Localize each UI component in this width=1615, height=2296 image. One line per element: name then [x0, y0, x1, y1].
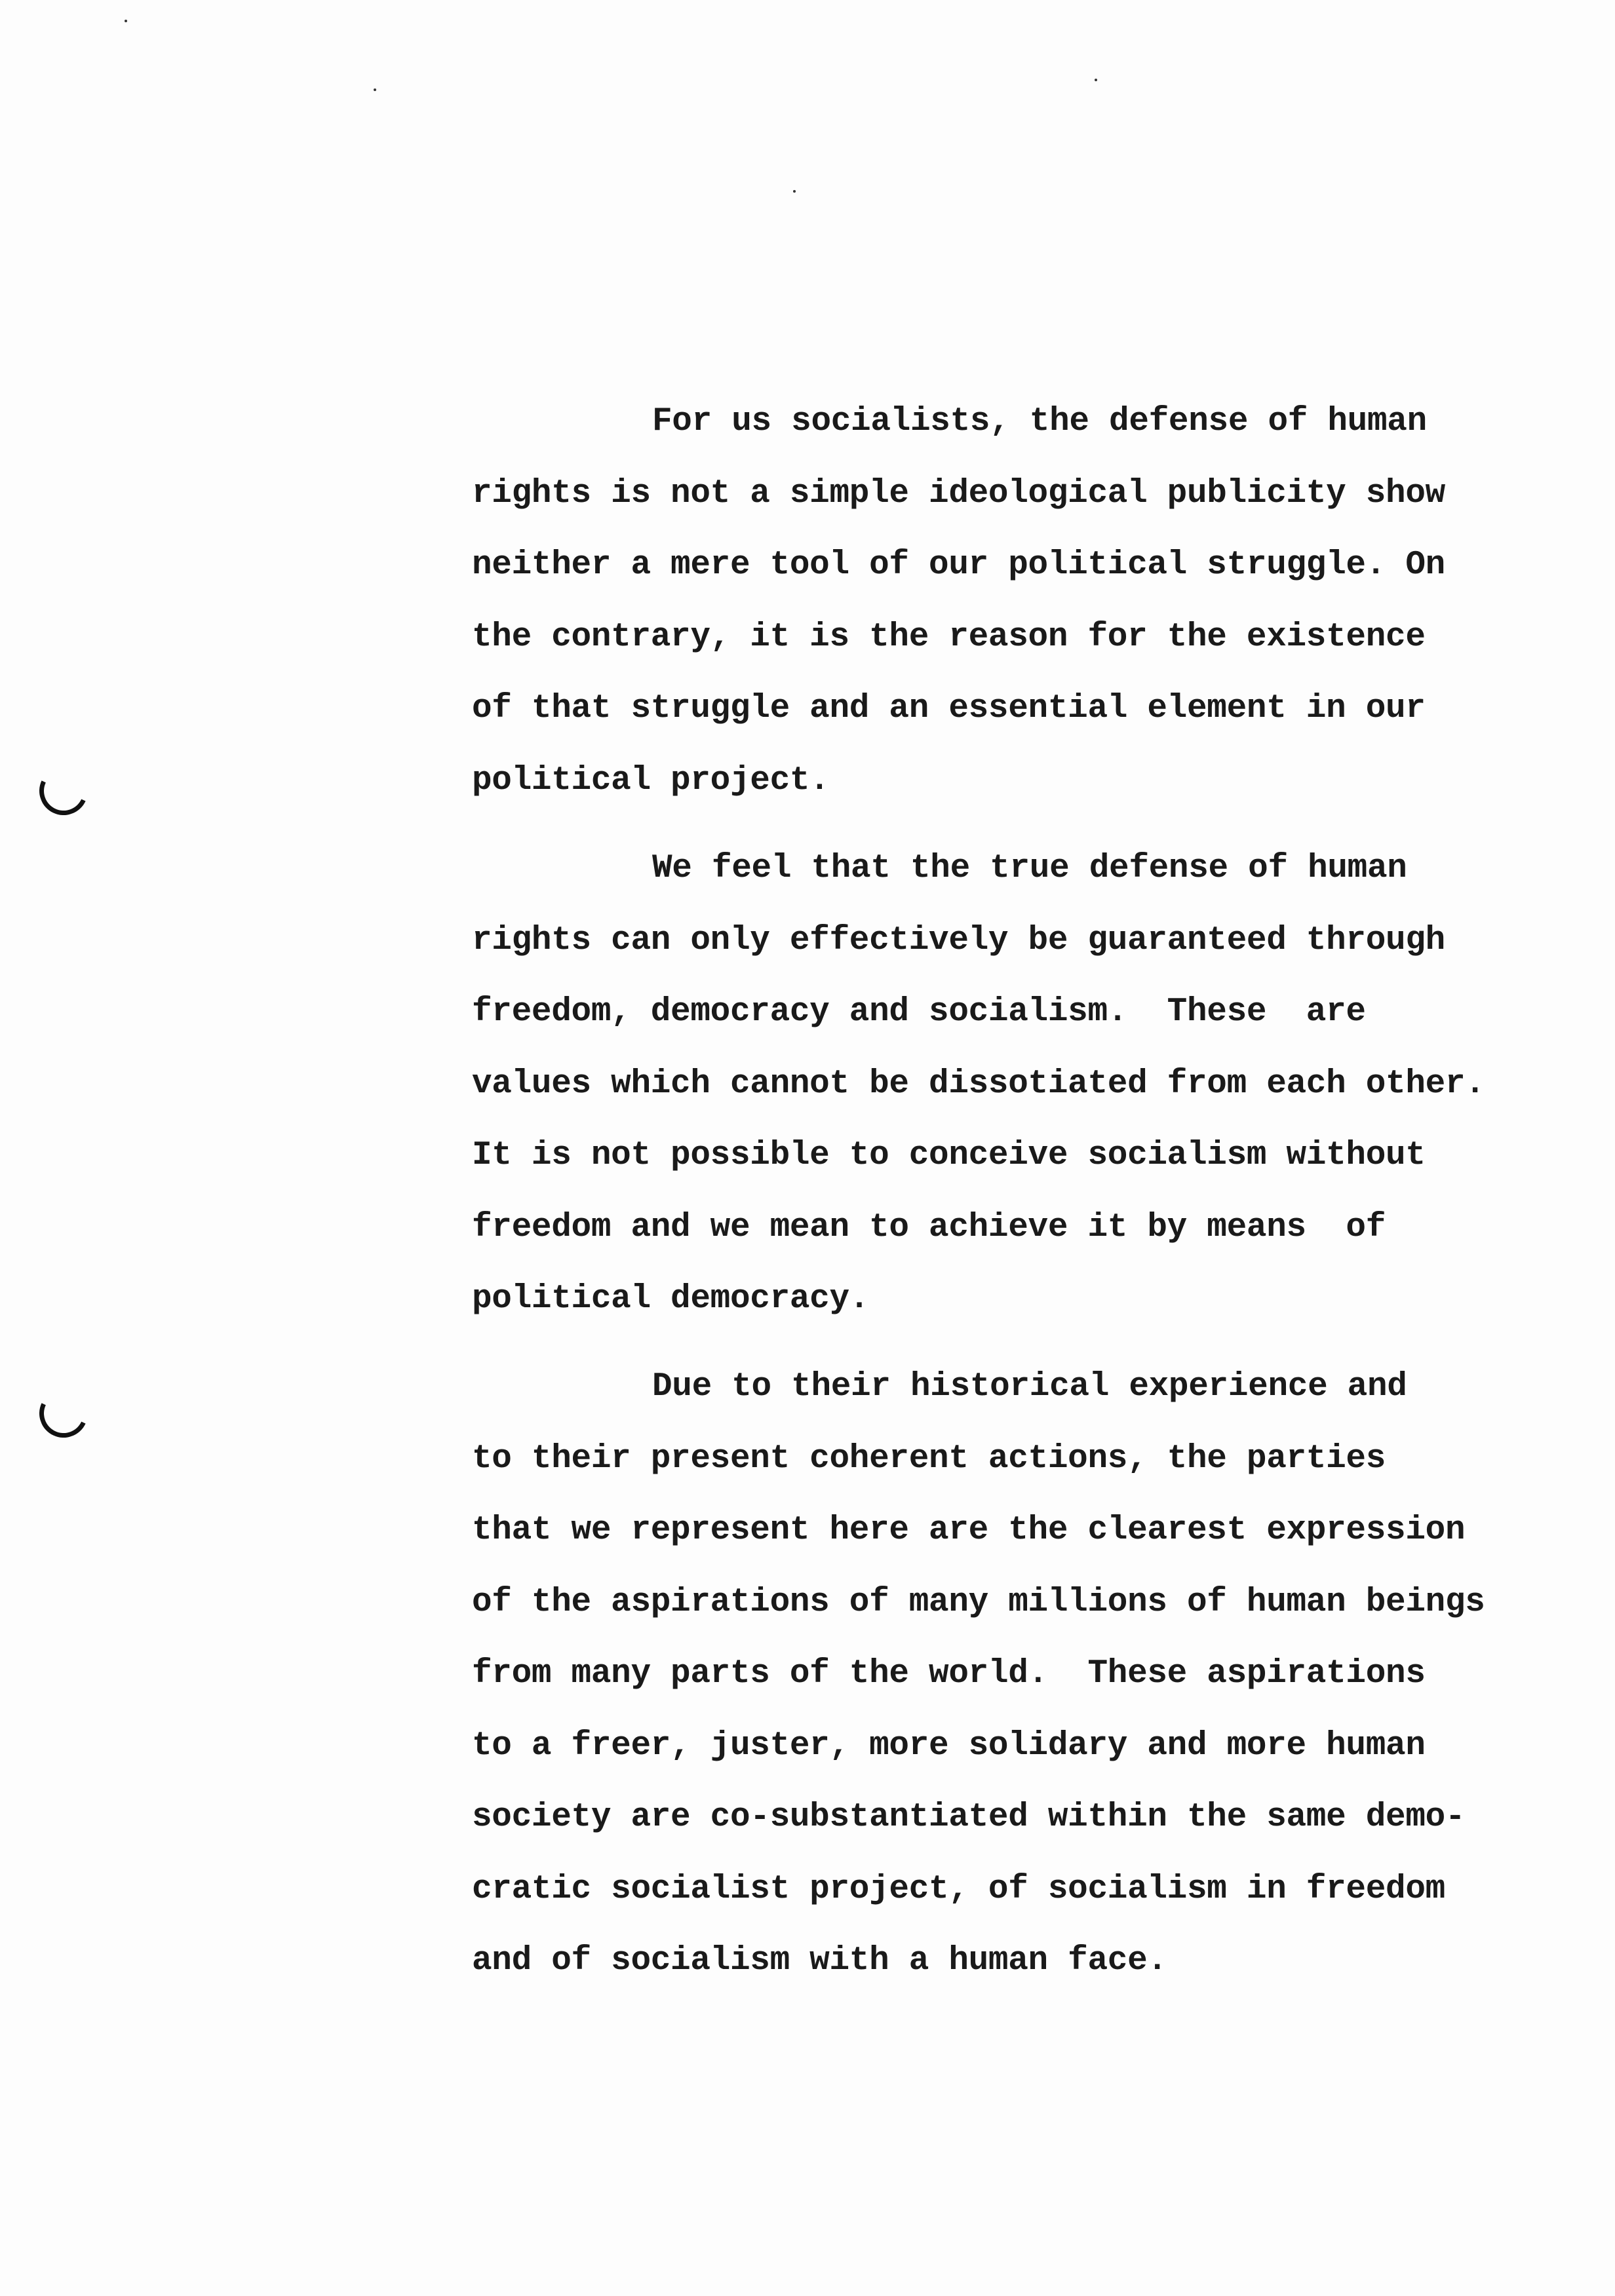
text-line: political democracy.	[472, 1280, 870, 1318]
text-line: to their present coherent actions, the parties	[472, 1440, 1386, 1478]
text-line: to a freer, juster, more solidary and more human	[472, 1727, 1426, 1765]
speck	[125, 20, 127, 22]
text-line: values which cannot be dissotiated from each other.	[472, 1065, 1485, 1103]
text-line: freedom, democracy and socialism. These are	[472, 993, 1366, 1031]
text-line: For us socialists, the defense of human	[652, 403, 1427, 440]
speck	[374, 88, 376, 91]
text-line: neither a mere tool of our political struggle. On	[472, 546, 1445, 584]
speck	[1095, 79, 1097, 81]
text-line: We feel that the true defense of human	[652, 850, 1407, 887]
text-line: from many parts of the world. These aspirations	[472, 1655, 1426, 1693]
punch-hole-mark	[33, 1383, 95, 1445]
text-line: political project.	[472, 761, 830, 799]
text-line: rights can only effectively be guaranteed through	[472, 921, 1445, 959]
text-line: rights is not a simple ideological publicity show	[472, 474, 1445, 512]
text-line: society are co-substantiated within the same demo-	[472, 1799, 1466, 1836]
text-line: freedom and we mean to achieve it by means of	[472, 1208, 1386, 1246]
text-line: the contrary, it is the reason for the existence	[472, 618, 1426, 656]
punch-hole-mark	[33, 760, 95, 822]
text-line: cratic socialist project, of socialism in freedom	[472, 1870, 1445, 1908]
text-line: of that struggle and an essential element in our	[472, 690, 1426, 727]
text-line: and of socialism with a human face.	[472, 1942, 1167, 1980]
paragraph-3	[472, 1351, 1521, 1997]
text-line: that we represent here are the clearest expression	[472, 1512, 1466, 1549]
text-line: Due to their historical experience and	[652, 1368, 1407, 1406]
paragraph-1	[472, 386, 1521, 816]
paragraph-2	[472, 833, 1521, 1335]
text-line: It is not possible to conceive socialism without	[472, 1137, 1426, 1174]
speck	[793, 190, 796, 193]
text-line: of the aspirations of many millions of human beings	[472, 1583, 1485, 1621]
